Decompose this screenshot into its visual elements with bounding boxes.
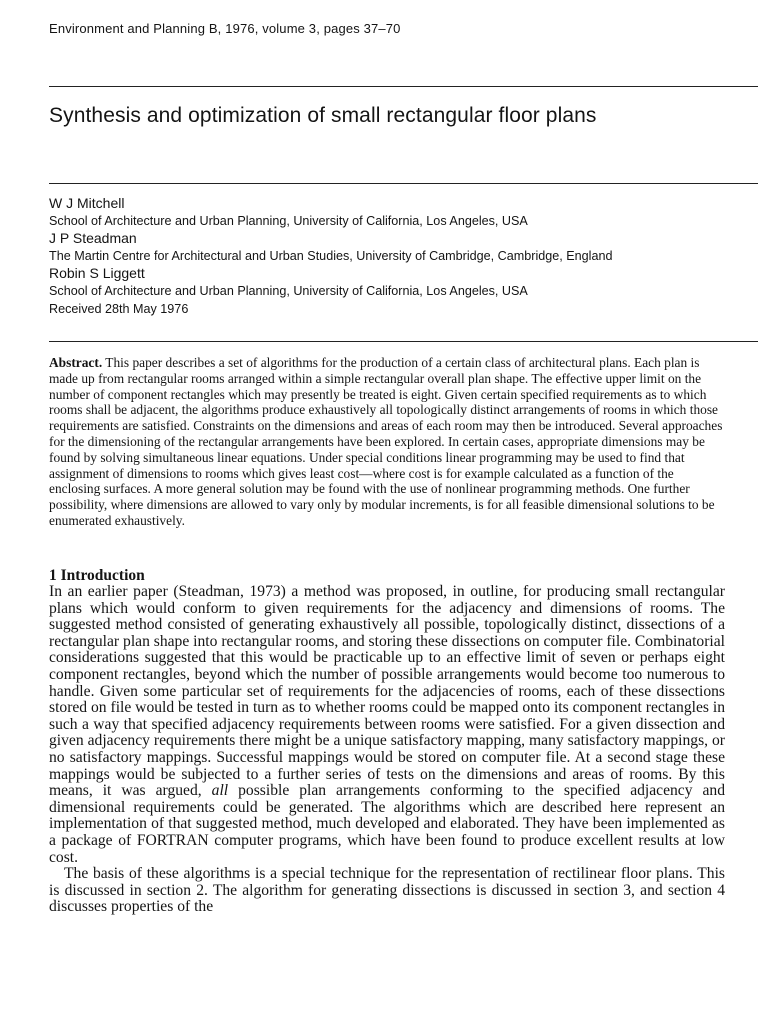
body-paragraph <box>49 584 725 866</box>
author-name: W J Mitchell <box>49 195 125 211</box>
body-text-run: In an earlier paper (Steadman, 1973) a method was proposed, in outline, for producing small rectangular plans which would conform to given requirements for the adjacency and dimensions of rooms. The suggested method consisted of generating exhaustively all possible, topologically distinct, dissections of a rectangular plan shape into rectangular rooms, and storing these dissections on computer file. Combinatorial considerations suggested that this would be practicable up to an effective limit of seven or perhaps eight component rectangles, beyond which the number of possible arrangements would become too numerous to handle. Given some particular set of requirements for the adjacencies of rooms, each of these dissections stored on file would be tested in turn as to whether rooms could be mapped onto its component rectangles in such a way that specified adjacency requirements between rooms were satisfied. For a given dissection and given adjacency requirements there might be a unique satisfactory mapping, many satisfactory mappings, or no satisfactory mappings. Successful mappings would be stored on computer file. At a second stage these mappings would be subjected to a further series of tests on the dimensions and areas of rooms. By this means, it was argued, <box>49 583 726 800</box>
author-block <box>49 195 759 318</box>
introduction-body <box>49 584 725 916</box>
author-affiliation: School of Architecture and Urban Planning, University of California, Los Angeles, USA <box>49 284 528 298</box>
title-rule-bottom <box>49 183 758 184</box>
author-name: J P Steadman <box>49 230 137 246</box>
abstract-label: Abstract. <box>49 355 103 370</box>
abstract-rule <box>49 341 758 342</box>
abstract-paragraph <box>49 355 724 529</box>
paper-title: Synthesis and optimization of small rectangular floor plans <box>49 104 597 127</box>
emphasis-text: all <box>211 782 229 800</box>
title-rule-top <box>49 86 758 87</box>
body-paragraph: The basis of these algorithms is a special technique for the representation of rectilinear floor plans. This is discussed in section 2. The algorithm for generating dissections is discussed in section 3, and section 4 discusses properties of the <box>49 865 725 916</box>
abstract <box>49 355 724 529</box>
abstract-text: This paper describes a set of algorithms for the production of a certain class of architectural plans. Each plan is made up from rectangular rooms arranged within a simple rectangular overall plan shape. The effective upper limit on the number of component rectangles which may presently be treated is eight. Given certain specified requirements as to which rooms shall be adjacent, the algorithms produce exhaustively all topologically distinct arrangements of rooms in which those requirements are satisfied. Constraints on the dimensions and areas of each room may then be introduced. Several approaches for the dimensioning of the rectangular arrangements have been explored. In certain cases, appropriate dimensions may be found by solving simultaneous linear equations. Under special conditions linear programming may be used to find that assignment of dimensions to rooms which gives least cost—where cost is for example calculated as a function of the enclosing surfaces. A more general solution may be found with the use of nonlinear programming methods. One further possibility, where dimensions are allowed to vary only by modular increments, is for all feasible dimensional solutions to be enumerated exhaustively. <box>49 355 723 528</box>
section-heading-introduction: 1 Introduction <box>49 567 145 584</box>
journal-citation: Environment and Planning B, 1976, volume 3, pages 37–70 <box>49 21 401 36</box>
body-text-run: possible plan arrangements conforming to the specified adjacency and dimensional requirements could be generated. The algorithms which are described here represent an implementation of that suggested method, much developed and elaborated. They have been implemented as a package of FORTRAN computer programs, which have been found to produce excellent results at low cost. <box>49 782 726 866</box>
author-affiliation: The Martin Centre for Architectural and Urban Studies, University of Cambridge, Cambridge, England <box>49 249 613 263</box>
received-date: Received 28th May 1976 <box>49 302 189 316</box>
author-name: Robin S Liggett <box>49 265 145 281</box>
author-affiliation: School of Architecture and Urban Planning, University of California, Los Angeles, USA <box>49 214 528 228</box>
